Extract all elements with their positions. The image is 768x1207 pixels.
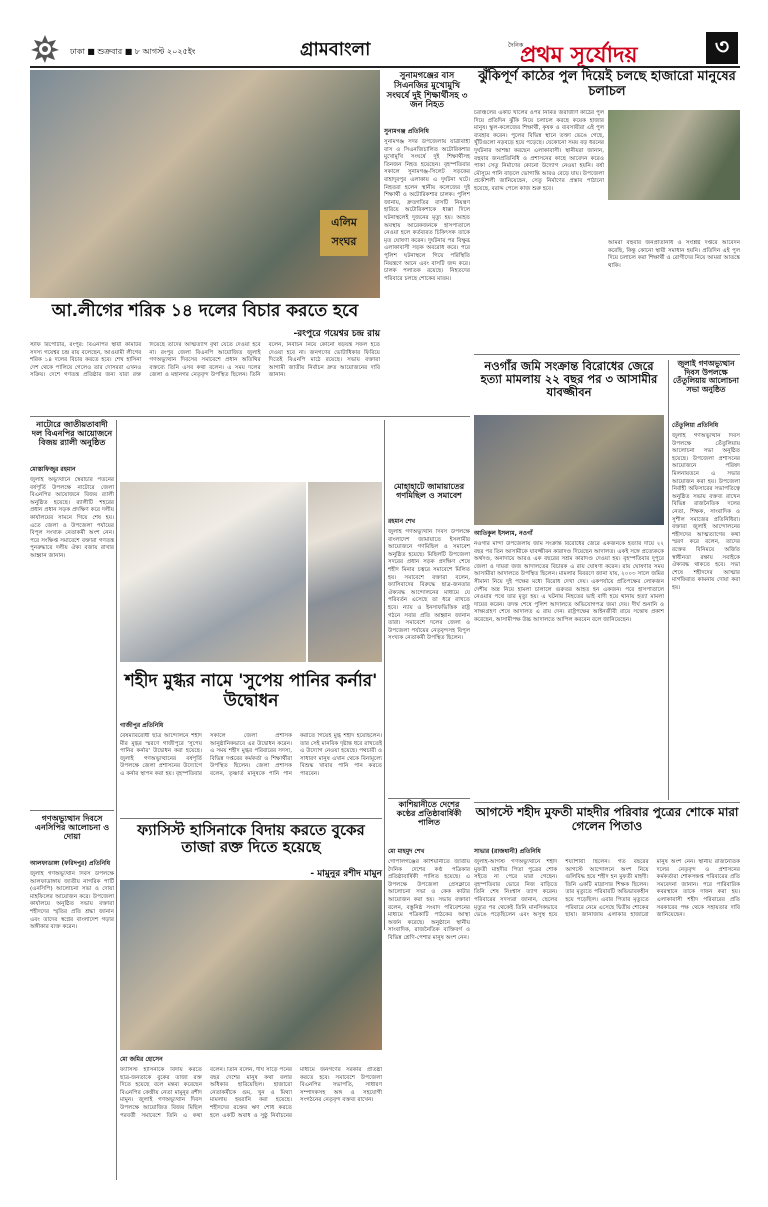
july-headline: জুলাই গণঅভ্যুত্থান দিবস উপলক্ষে তেঁতুলিয়ায় আলোচনা সভা অনুষ্ঠিত — [673, 359, 739, 394]
fascist-subhead: - মামুনুর রশীদ মামুন — [310, 869, 382, 879]
natore-body: জুলাই অভ্যুত্থানে স্বৈরাচার পতনের বর্ষপূর্তি উপলক্ষে নাটোরে জেলা বিএনপির আয়োজনে বিজয় র‍্যালী অনুষ্ঠিত হয়েছে। র‍্যালীটি শহরের প্রধান প্রধান সড়ক প্রদক্ষিণ করে দলীয় কার্যালয়ের সামনে গিয়ে শেষ হয়। এতে জেলা ও উপজেলা পর্যায়ের বিপুল সংখ্যক নেতাকর্মী অংশ নেন। পরে সংক্ষিপ্ত সমাবেশে বক্তারা গণতন্ত্র পুনরুদ্ধারে দলীয় ঐক্য বজায় রাখার আহ্বান জানান। — [30, 477, 114, 559]
supeyo-byline: গাজীপুর প্রতিনিধি — [120, 722, 164, 729]
bridge-body: চরাঞ্চলের একটি খালের ওপর নির্মিত জরাজীর্ণ কাঠের পুল দিয়ে প্রতিদিন ঝুঁকি নিয়ে চলাচল করছে কয়েক হাজার মানুষ। স্কুল-কলেজের শিক্ষার্থী, কৃষক ও ব্যবসায়ীরা এই পুল ব্যবহার করেন। পুলের বিভিন্ন স্থানে তক্তা ভেঙে গেছে, খুঁটিগুলো নড়বড়ে হয়ে পড়েছে। যেকোনো সময় বড় ধরনের দুর্ঘটনার আশঙ্কা করছেন এলাকাবাসী। স্থানীয়রা জানান, বহুবার জনপ্রতিনিধি ও প্রশাসনের কাছে আবেদন করেও পাকা সেতু নির্মাণের কোনো উদ্যোগ নেওয়া হয়নি। বর্ষা মৌসুমে পানি বাড়লে ভোগান্তি আরও বেড়ে যায়। উপজেলা প্রকৌশলী জানিয়েছেন, সেতু নির্মাণের প্রস্তাব পাঠানো হয়েছে, বরাদ্দ পেলে কাজ শুরু হবে। — [474, 110, 604, 192]
naogaon-byline: আতিকুল ইসলাম, নওগাঁ — [474, 530, 533, 537]
fascist-body: ফ্যাসিস্ট হাসিনাকে বিদায় করতে ছাত্র-জনতাকে বুকের তাজা রক্ত দিতে হয়েছে বলে মন্তব্য করেছেন বিএনপির কেন্দ্রীয় নেতা মামুনুর রশীদ মামুন। জুলাই গণঅভ্যুত্থান দিবস উপলক্ষে আয়োজিত বিজয় মিছিল পরবর্তী সমাবেশে তিনি এ কথা বলেন। তিনি বলেন, দীর্ঘ সাড়ে পনের বছর দেশের মানুষ কথা বলার অধিকার হারিয়েছিল। হাজারো নেতাকর্মীকে গুম, খুন ও মিথ্যা মামলায় হয়রানি করা হয়েছে। শহীদদের রক্তের ঋণ শোধ করতে হলে একটি অবাধ ও সুষ্ঠু নির্বাচনের মাধ্যমে জনগণের সরকার প্রতিষ্ঠা করতে হবে। সমাবেশে উপজেলা বিএনপির সভাপতি, সাধারণ সম্পাদকসহ অঙ্গ ও সহযোগী সংগঠনের নেতৃবৃন্দ বক্তব্য রাখেন। — [120, 1067, 382, 1119]
naogaon-headline: নওগাঁর জমি সংক্রান্ত বিরোধের জেরে হত্যা মামলায় ২২ বছর পর ৩ আসামীর যাবজ্জীবন — [480, 359, 658, 400]
moulvibazar-headline: মোহাহাটে জামায়াতের গণমিছিল ও সমাবেশ — [393, 482, 465, 501]
mufti-headline: আগস্টে শহীদ মুফতী মাহদীর পরিবার পুত্রের শোকে মারা গেলেন পিতাও — [475, 805, 739, 833]
page-number: ৩ — [706, 32, 738, 64]
lead-photo — [30, 70, 380, 298]
date-line: ঢাকা ■ শুক্রবার ■ ৮ আগস্ট ২০২৫ইং — [70, 47, 196, 56]
mufti-byline: সাভার (রাজধানী) প্রতিনিধি — [474, 848, 541, 855]
july-body: জুলাই গণঅভ্যুত্থান দিবস উপলক্ষে তেঁতুলিয়ায় আলোচনা সভা অনুষ্ঠিত হয়েছে। উপজেলা প্রশাসনের আয়োজনে পরিষদ মিলনায়তনে এ সভার আয়োজন করা হয়। উপজেলা নির্বাহী অফিসারের সভাপতিত্বে অনুষ্ঠিত সভায় বক্তব্য রাখেন বিভিন্ন রাজনৈতিক দলের নেতা, শিক্ষক, সাংবাদিক ও সুশীল সমাজের প্রতিনিধিরা। বক্তারা জুলাই আন্দোলনের শহীদদের আত্মত্যাগের কথা স্মরণ করে বলেন, তাদের রক্তের বিনিময়ে অর্জিত স্বাধীনতা রক্ষায় সবাইকে ঐক্যবদ্ধ থাকতে হবে। সভা শেষে শহীদদের আত্মার মাগফিরাত কামনায় দোয়া করা হয়। — [672, 433, 740, 591]
moulvibazar-byline: রহমান শেখ — [388, 518, 416, 525]
supeyo-headline: শহীদ মুগ্ধর নামে 'সুপেয় পানির কর্নার' উদ্বোধন — [124, 671, 378, 711]
bridge-quote: আমরা বহুবার জনপ্রতিনিধি ও সংশ্লিষ্ট দপ্তরে আবেদন করেছি, কিন্তু কোনো স্থায়ী সমাধান হয়নি। প্রতিদিন এই পুল দিয়ে চলাচল করা শিক্ষার্থী ও রোগীদের নিয়ে আমরা আতঙ্কে থাকি। — [608, 240, 740, 269]
fascist-byline: মো জমির হোসেন — [120, 1056, 163, 1063]
lead-subhead: -রংপুরে গয়েশ্বর চন্দ্র রায় — [293, 329, 380, 339]
ncp-body: জুলাই গণঅভ্যুত্থান দিবস উপলক্ষে আলফাডাঙ্গায় জাতীয় নাগরিক পার্টি (এনসিপি) আলোচনা সভা ও দোয়া মাহফিলের আয়োজন করে। উপজেলা কার্যালয়ে অনুষ্ঠিত সভায় বক্তারা শহীদদের স্মৃতির প্রতি শ্রদ্ধা জানান এবং তাদের স্বপ্নের বাংলাদেশ গড়ার অঙ্গীকার ব্যক্ত করেন। — [30, 871, 114, 931]
fascist-photo — [120, 880, 382, 1050]
july-byline: তেঁতুলিয়া প্রতিনিধি — [672, 422, 719, 429]
masthead: প্রথম সূর্যোদয় — [520, 43, 638, 68]
kashiani-body: গোপালগঞ্জের কাশিয়ানীতে জাতীয় দৈনিক দেশের কণ্ঠ পত্রিকার প্রতিষ্ঠাবার্ষিকী পালিত হয়েছে। এ উপলক্ষে উপজেলা প্রেসক্লাবে আলোচনা সভা ও কেক কাটার আয়োজন করা হয়। সভায় বক্তারা বলেন, বস্তুনিষ্ঠ সংবাদ পরিবেশনের মাধ্যমে পত্রিকাটি পাঠকের আস্থা অর্জন করেছে। অনুষ্ঠানে স্থানীয় সাংবাদিক, রাজনৈতিক ব্যক্তিবর্গ ও বিভিন্ন শ্রেণি-পেশার মানুষ অংশ নেন। — [388, 859, 470, 941]
supeyo-body: বৈষম্যবিরোধী ছাত্র আন্দোলনে শহীদ মীর মুগ্ধর স্মরণে গাজীপুরে 'সুপেয় পানির কর্নার' উদ্বোধন করা হয়েছে। জুলাই গণঅভ্যুত্থানের বর্ষপূর্তি উপলক্ষে জেলা প্রশাসনের উদ্যোগে এ কর্নার স্থাপন করা হয়। বৃহস্পতিবার সকালে জেলা প্রশাসক আনুষ্ঠানিকভাবে এর উদ্বোধন করেন। এ সময় শহীদ মুগ্ধর পরিবারের সদস্য, বিভিন্ন দপ্তরের কর্মকর্তা ও শিক্ষার্থীরা উপস্থিত ছিলেন। জেলা প্রশাসক বলেন, তৃষ্ণার্ত মানুষকে পানি পান করাতে গিয়েই মুগ্ধ শহীদ হয়েছিলেন। তার সেই মানবিক দৃষ্টান্ত ধরে রাখতেই এ উদ্যোগ নেওয়া হয়েছে। পথচারী ও সাধারণ মানুষ এখান থেকে বিনামূল্যে বিশুদ্ধ খাবার পানি পান করতে পারবেন। — [120, 733, 382, 777]
kashiani-byline: মো মাহমুদ শেখ — [388, 848, 425, 855]
supeyo-photo — [120, 482, 306, 662]
ncp-byline: আলফাডাঙ্গা (ফরিদপুর) প্রতিনিধি — [30, 860, 111, 867]
supeyo-photo-2 — [308, 482, 382, 662]
bridge-headline: ঝুঁকিপূর্ণ কাঠের পুল দিয়েই চলছে হাজারো মানুষের চলাচল — [478, 69, 736, 99]
photo-banner: এলিম সংঘর — [320, 210, 368, 256]
lead-headline: আ.লীগের শরিক ১৪ দলের বিচার করতে হবে — [51, 301, 359, 321]
bridge-photo — [608, 110, 740, 200]
fascist-headline: ফ্যাসিস্ট হাসিনাকে বিদায় করতে বুকের তাজা রক্ত দিতে হয়েছে — [137, 821, 365, 857]
lead-body: স্টাফ রিপোর্টার, রংপুর: বিএনপির স্থায়ী কমিটির সদস্য গয়েশ্বর চন্দ্র রায় বলেছেন, আওয়ামী লীগের শরিক ১৪ দলের বিচার করতে হবে। শেখ হাসিনা দেশ থেকে পালিয়ে গেলেও তার দোসররা এখনও সক্রিয়। দেশে গণতন্ত্র প্রতিষ্ঠার জন্য যারা রক্ত দিয়েছে তাদের আত্মত্যাগ বৃথা যেতে দেওয়া হবে না। রংপুর জেলা বিএনপি আয়োজিত জুলাই গণঅভ্যুত্থান দিবসের সমাবেশে প্রধান অতিথির বক্তব্যে তিনি এসব কথা বলেন। এ সময় দলের জেলা ও মহানগর নেতৃবৃন্দ উপস্থিত ছিলেন। তিনি বলেন, নির্বাচন নিয়ে কোনো ষড়যন্ত্র সফল হতে দেওয়া হবে না। জনগণের ভোটাধিকার ফিরিয়ে দিতেই বিএনপি মাঠে রয়েছে। সভায় বক্তারা আগামী জাতীয় নির্বাচন দ্রুত আয়োজনের দাবি জানান। — [30, 342, 380, 379]
moulvibazar-body: জুলাই গণঅভ্যুত্থান দিবস উপলক্ষে বাংলাদেশ জামায়াতে ইসলামীর আয়োজনে গণমিছিল ও সমাবেশ অনুষ্ঠিত হয়েছে। মিছিলটি উপজেলা সদরের প্রধান সড়ক প্রদক্ষিণ শেষে শহীদ মিনার চত্বরে সমাবেশে মিলিত হয়। সমাবেশে বক্তারা বলেন, ফ্যাসিবাদের বিরুদ্ধে ছাত্র-জনতার ঐক্যবদ্ধ আন্দোলনের মাধ্যমে যে পরিবর্তন এসেছে তা ধরে রাখতে হবে। ন্যায় ও ইনসাফভিত্তিক রাষ্ট্র গঠনে সবার প্রতি আহ্বান জানান তারা। সমাবেশে দলের জেলা ও উপজেলা পর্যায়ের নেতৃবৃন্দসহ বিপুল সংখ্যক নেতাকর্মী উপস্থিত ছিলেন। — [388, 529, 470, 642]
sunamganj-headline: সুনামগঞ্জের বাস সিএনজির মুখোমুখি সংঘর্ষে দুই শিক্ষার্থীসহ ৩ জন নিহত — [386, 71, 468, 111]
seal-icon — [30, 34, 60, 64]
mufti-body: জুলাই-আগস্ট গণঅভ্যুত্থানে শহীদ মুফতী মাহদীর পিতা পুত্রের শোক সইতে না পেরে মারা গেছেন। বৃহস্পতিবার ভোরে নিজ বাড়িতে তিনি শেষ নিঃশ্বাস ত্যাগ করেন। পরিবারের সদস্যরা জানান, ছেলের মৃত্যুর পর থেকেই তিনি মানসিকভাবে ভেঙে পড়েছিলেন এবং অসুস্থ হয়ে শয্যাশায়ী ছিলেন। গত বছরের আগস্টে আন্দোলনে অংশ নিয়ে গুলিবিদ্ধ হয়ে শহীদ হন মুফতী মাহদী। তিনি একটি মাদ্রাসার শিক্ষক ছিলেন। তার মৃত্যুতে পরিবারটি অভিভাবকহীন হয়ে পড়েছিল। এবার পিতার মৃত্যুতে পরিবারে নেমে এসেছে দ্বিতীয় শোকের ছায়া। জানাজায় এলাকার হাজারো মানুষ অংশ নেন। স্থানীয় রাজনৈতিক দলের নেতৃবৃন্দ ও প্রশাসনের কর্মকর্তারা শোকসন্তপ্ত পরিবারের প্রতি সমবেদনা জানান। পরে পারিবারিক কবরস্থানে তাকে দাফন করা হয়। এলাকাবাসী শহীদ পরিবারের প্রতি সরকারের পক্ষ থেকে সহায়তার দাবি জানিয়েছেন। — [474, 859, 740, 919]
natore-headline: নাটোরে জাতীয়তাবাদী দল বিএনপির আয়োজনে বিজয় র‍্যালী অনুষ্ঠিত — [31, 420, 113, 448]
header-rule — [30, 66, 740, 68]
ncp-headline: গণঅভ্যুত্থান দিবসে এনসিপির আলোচনা ও দোয়া — [34, 814, 110, 842]
naogaon-photo — [474, 415, 664, 525]
masthead-small: দৈনিক — [508, 42, 524, 49]
kashiani-headline: কাশিয়ানীতে দেশের কণ্ঠের প্রতিষ্ঠাবার্ষিকী পালিত — [396, 800, 462, 828]
section-title: গ্রামবাংলা — [300, 39, 371, 60]
sunamganj-body: সুনামগঞ্জ সদর উপজেলায় যাত্রীবাহী বাস ও সিএনজিচালিত অটোরিকশার মুখোমুখি সংঘর্ষে দুই শিক্ষার্থীসহ তিনজন নিহত হয়েছেন। বৃহস্পতিবার সকালে সুনামগঞ্জ-সিলেট সড়কের বাহাদুরপুর এলাকায় এ দুর্ঘটনা ঘটে। নিহতরা হলেন স্থানীয় কলেজের দুই শিক্ষার্থী ও অটোরিকশার চালক। পুলিশ জানায়, দ্রুতগতির বাসটি নিয়ন্ত্রণ হারিয়ে অটোরিকশাকে ধাক্কা দিলে ঘটনাস্থলেই দুজনের মৃত্যু হয়। আহত অবস্থায় আরেকজনকে হাসপাতালে নেওয়া হলে কর্তব্যরত চিকিৎসক তাকে মৃত ঘোষণা করেন। দুর্ঘটনার পর বিক্ষুব্ধ এলাকাবাসী সড়ক অবরোধ করে। পরে পুলিশ ঘটনাস্থলে গিয়ে পরিস্থিতি নিয়ন্ত্রণে আনে এবং বাসটি জব্দ করে। চালক পলাতক রয়েছে। নিহতদের পরিবারে চলছে শোকের মাতম। — [384, 139, 470, 282]
naogaon-body: নওগাঁর মান্দা উপজেলায় জমি সংক্রান্ত বিরোধের জেরে একজনকে হত্যার দায়ে ২২ বছর পর তিন আসামীকে যাবজ্জীবন কারাদণ্ড দিয়েছেন আদালত। একই সঙ্গে প্রত্যেককে অর্থদণ্ড, অনাদায়ে আরও এক বছরের সশ্রম কারাদণ্ড দেওয়া হয়। বৃহস্পতিবার দুপুরে জেলা ও দায়রা জজ আদালতের বিচারক এ রায় ঘোষণা করেন। রায় ঘোষণার সময় আসামীরা আদালতে উপস্থিত ছিলেন। মামলার বিবরণে জানা যায়, ২০০৩ সালে জমির সীমানা নিয়ে দুই পক্ষের মধ্যে বিরোধ দেখা দেয়। একপর্যায়ে প্রতিপক্ষের লোকজন দেশীয় অস্ত্র নিয়ে হামলা চালালে গুরুতর আহত হন একজন। পরে হাসপাতালে নেওয়ার পথে তার মৃত্যু হয়। এ ঘটনায় নিহতের ভাই বাদী হয়ে থানায় হত্যা মামলা দায়ের করেন। তদন্ত শেষে পুলিশ আদালতে অভিযোগপত্র জমা দেয়। দীর্ঘ শুনানি ও সাক্ষ্যগ্রহণ শেষে আদালত এ রায় দেন। রাষ্ট্রপক্ষের আইনজীবী রায়ে সন্তোষ প্রকাশ করেছেন, আসামীপক্ষ উচ্চ আদালতে আপিল করবেন বলে জানিয়েছেন। — [474, 541, 664, 623]
natore-byline: মোস্তাফিজুর রহমান — [30, 466, 76, 473]
sunamganj-byline: সুনামগঞ্জ প্রতিনিধি — [384, 128, 429, 135]
